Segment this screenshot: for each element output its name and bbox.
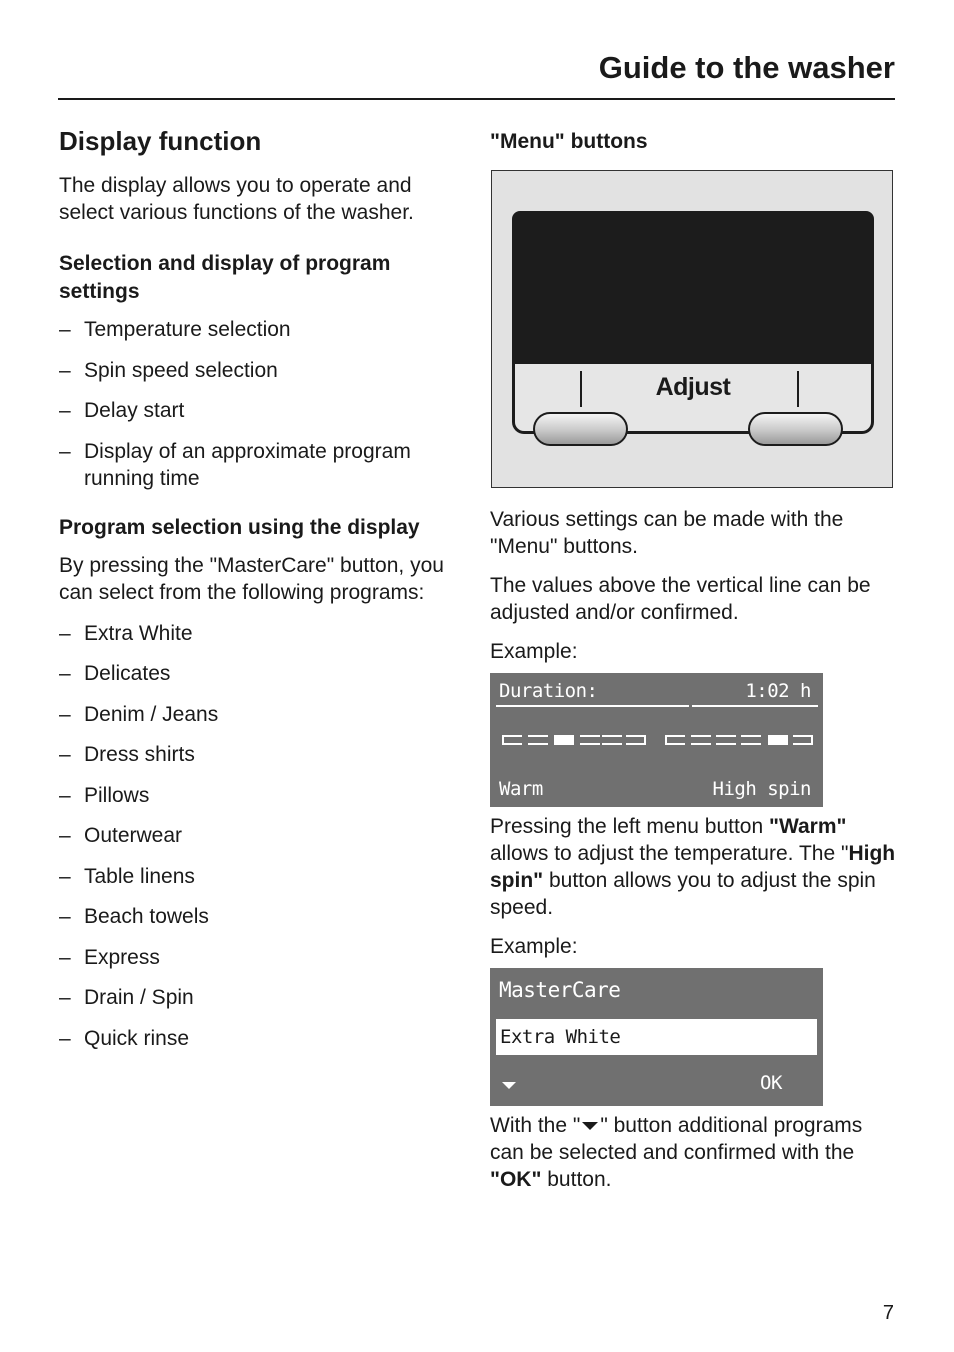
menu-buttons-heading: "Menu" buttons (490, 130, 648, 153)
text-run: button allows you to adjust the spin speed. (490, 869, 876, 919)
list-item: – Express (59, 944, 459, 971)
duration-underline-right (692, 705, 818, 707)
warm-button-label: Warm (499, 778, 543, 800)
duration-value: 1:02 h (745, 680, 811, 702)
temperature-segment (502, 735, 522, 745)
text-run: " button additional programs can be selected and confirmed with the (490, 1114, 863, 1164)
warm-emphasis: "Warm" (769, 815, 847, 838)
page-header-title: Guide to the washer (598, 50, 895, 85)
list-item: – Delay start (59, 397, 459, 424)
high-spin-button-label: High spin (712, 778, 811, 800)
settings-heading: Selection and display of program settings (59, 252, 391, 303)
right-menu-button (748, 412, 843, 446)
menu-buttons-illustration (491, 170, 893, 488)
menu-para-2: The values above the vertical line can be adjusted and/or confirmed. (490, 574, 871, 624)
spin-segment-selected (768, 735, 788, 745)
temperature-segment (626, 735, 646, 745)
ok-emphasis: "OK" (490, 1168, 542, 1191)
mastercare-display (490, 968, 823, 1106)
list-item: – Quick rinse (59, 1025, 459, 1052)
list-item: – Spin speed selection (59, 357, 459, 384)
page-number: 7 (882, 1302, 894, 1324)
text-run: button. (541, 1168, 612, 1191)
list-item: – Table linens (59, 863, 459, 890)
text-run: Pressing the left menu button (490, 815, 769, 838)
duration-underline-left (496, 705, 689, 707)
spin-segment (716, 735, 736, 745)
warm-spin-paragraph (490, 813, 900, 921)
list-item: – Pillows (59, 782, 459, 809)
right-column (490, 124, 900, 1205)
ok-paragraph (490, 1112, 900, 1193)
list-item: – Drain / Spin (59, 984, 459, 1011)
duration-title: Duration: (499, 680, 598, 702)
list-item: – Dress shirts (59, 741, 459, 768)
selected-program-row (496, 1019, 817, 1055)
list-item: – Beach towels (59, 903, 459, 930)
list-item: – Temperature selection (59, 316, 459, 343)
ok-button-label: OK (760, 1072, 782, 1094)
text-run: allows to adjust the temperature. The " (490, 842, 849, 865)
program-heading: Program selection using the display (59, 515, 420, 539)
list-item: – Extra White (59, 620, 459, 647)
spin-segment (665, 735, 685, 745)
adjust-label: Adjust (655, 373, 731, 401)
temperature-segment (580, 735, 600, 745)
list-item: – Denim / Jeans (59, 701, 459, 728)
spin-segment (691, 735, 711, 745)
list-item: – Delicates (59, 660, 459, 687)
left-column (59, 124, 459, 1070)
spin-segment (793, 735, 813, 745)
display-screen (512, 211, 874, 366)
text-run: With the " (490, 1114, 581, 1137)
example-label-2: Example: (490, 935, 578, 958)
list-item: – Display of an approximate program running time (59, 438, 459, 492)
temperature-segment (528, 735, 548, 745)
duration-display (490, 673, 823, 807)
intro-paragraph: The display allows you to operate and select various functions of the washer. (59, 174, 414, 224)
temperature-segment-selected (554, 735, 574, 745)
menu-para-1: Various settings can be made with the "Menu" buttons. (490, 508, 844, 558)
program-intro: By pressing the "MasterCare" button, you can select from the following programs: (59, 553, 444, 604)
down-arrow-icon (582, 1122, 598, 1130)
example-label: Example: (490, 640, 578, 663)
mastercare-title: MasterCare (499, 978, 621, 1002)
high-spin-emphasis: High spin" (490, 842, 896, 892)
down-arrow-icon (502, 1082, 516, 1089)
list-item: – Outerwear (59, 822, 459, 849)
program-list (59, 620, 459, 1052)
spin-segment (741, 735, 761, 745)
left-menu-button (533, 412, 628, 446)
settings-list (59, 316, 459, 492)
section-title: Display function (59, 126, 262, 156)
temperature-segment (602, 735, 622, 745)
selected-program-label: Extra White (500, 1026, 621, 1048)
header-rule (58, 98, 895, 100)
